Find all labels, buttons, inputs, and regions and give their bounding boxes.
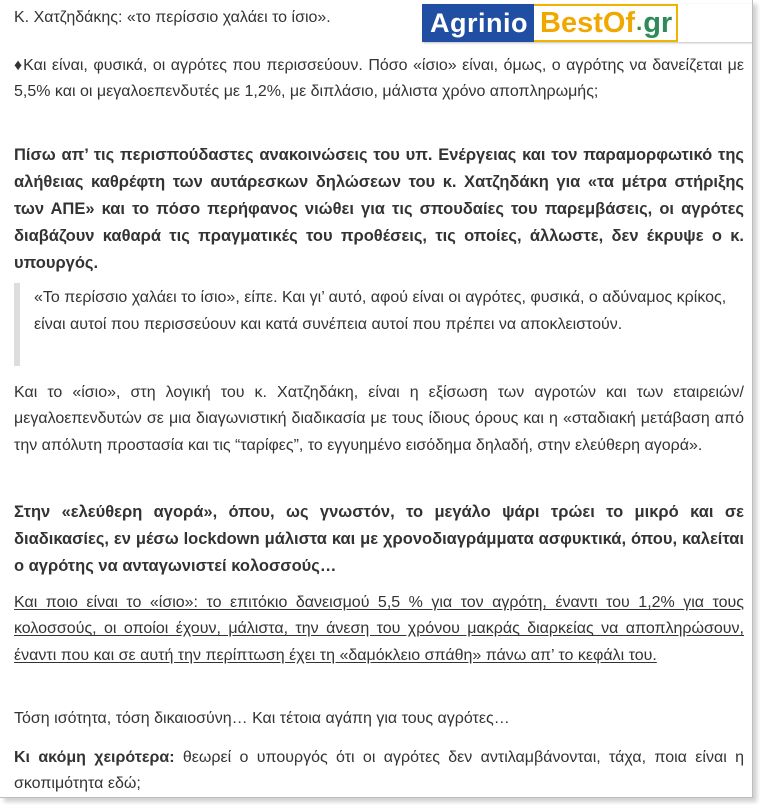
- logo-text-agrinio: Agrinio: [422, 4, 534, 42]
- blockquote: [14, 283, 736, 366]
- article-heading: Κ. Χατζηδάκης: «το περίσσιο χαλάει το ίσιο».: [14, 9, 331, 26]
- logo-dot: .: [636, 10, 643, 35]
- quote-text: «Το περίσσιο χαλάει το ίσιο», είπε. Και γι’ αυτό, αφού είναι οι αγρότες, φυσικά, ο αδύναμος κρίκος, είναι αυτοί που περισσεύουν και κατά συνέπεια αυτοί που πρέπει να αποκλειστούν.: [34, 289, 727, 333]
- logo-box-right: [534, 4, 678, 42]
- paragraph-7-rest: θεωρεί ο υπουργός ότι οι αγρότες δεν αντιλαμβάνονται, τάχα, ποια είναι η σκοπιμότητα εδώ;: [14, 749, 744, 793]
- paragraph-4-bold: Στην «ελεύθερη αγορά», όπου, ως γνωστόν, το μεγάλο ψάρι τρώει το μικρό και σε διαδικασίες, εν μέσω lockdown μάλιστα και με χρονοδιαγράμματα ασφυκτικά, όπου, καλείται ο αγρότης να ανταγωνιστεί κολοσσούς…: [14, 503, 744, 575]
- paragraph-3: Και το «ίσιο», στη λογική του κ. Χατζηδάκη, είναι η εξίσωση των αγροτών και των εταιρειών/ μεγαλοεπενδυτών σε μια διαγωνιστική διαδικασία με τους ίδιους όρους και η «σταδιακή μετάβαση από την απόλυτη προστασία και τις “ταρίφες”, το εγγυημένο εισόδημα δηλαδή, στην ελεύθερη αγορά».: [14, 384, 744, 454]
- paragraph-7-lead: Κι ακόμη χειρότερα:: [14, 749, 175, 766]
- paragraph-1: ♦Και είναι, φυσικά, οι αγρότες που περισσεύουν. Πόσο «ίσιο» είναι, όμως, ο αγρότης να δανείζεται με 5,5% και οι μεγαλοεπενδυτές με 1,2%, με διπλάσιο, μάλιστα χρόνο αποπληρωμής;: [14, 57, 744, 101]
- logo-text-gr: gr: [643, 6, 673, 39]
- logo-text-bestof: BestOf: [540, 6, 636, 39]
- paragraph-5-underlined: Και ποιο είναι το «ίσιο»: το επιτόκιο δανεισμού 5,5 % για τον αγρότη, έναντι του 1,2% για τους κολοσσούς, οι οποίοι έχουν, μάλιστα, την άνεση του χρόνου μακράς διαρκείας να αποπληρώσουν, έναντι που και σε αυτή την περίπτωση έχει τη «δαμόκλειο σπάθη» πάνω απ’ το κεφάλι του.: [14, 594, 744, 664]
- paragraph-7: [14, 745, 744, 798]
- paragraph-2-bold: Πίσω απ’ τις περισπούδαστες ανακοινώσεις του υπ. Ενέργειας και τον παραμορφωτικό της αλήθειας καθρέφτη των αυτάρεσκων δηλώσεων του κ. Χατζηδάκη για «τα μέτρα στήριξης των ΑΠΕ» και το πόσο περήφανος νιώθει για τις σπουδαίες του παρεμβάσεις, οι αγρότες διαβάζουν καθαρά τις πραγματικές του προθέσεις, τις οποίες, άλλωστε, δεν έκρυψε ο κ. υπουργός.: [14, 146, 744, 272]
- paragraph-6: Τόση ισότητα, τόση δικαιοσύνη… Και τέτοια αγάπη για τους αγρότες…: [14, 710, 510, 727]
- site-logo[interactable]: [422, 4, 752, 42]
